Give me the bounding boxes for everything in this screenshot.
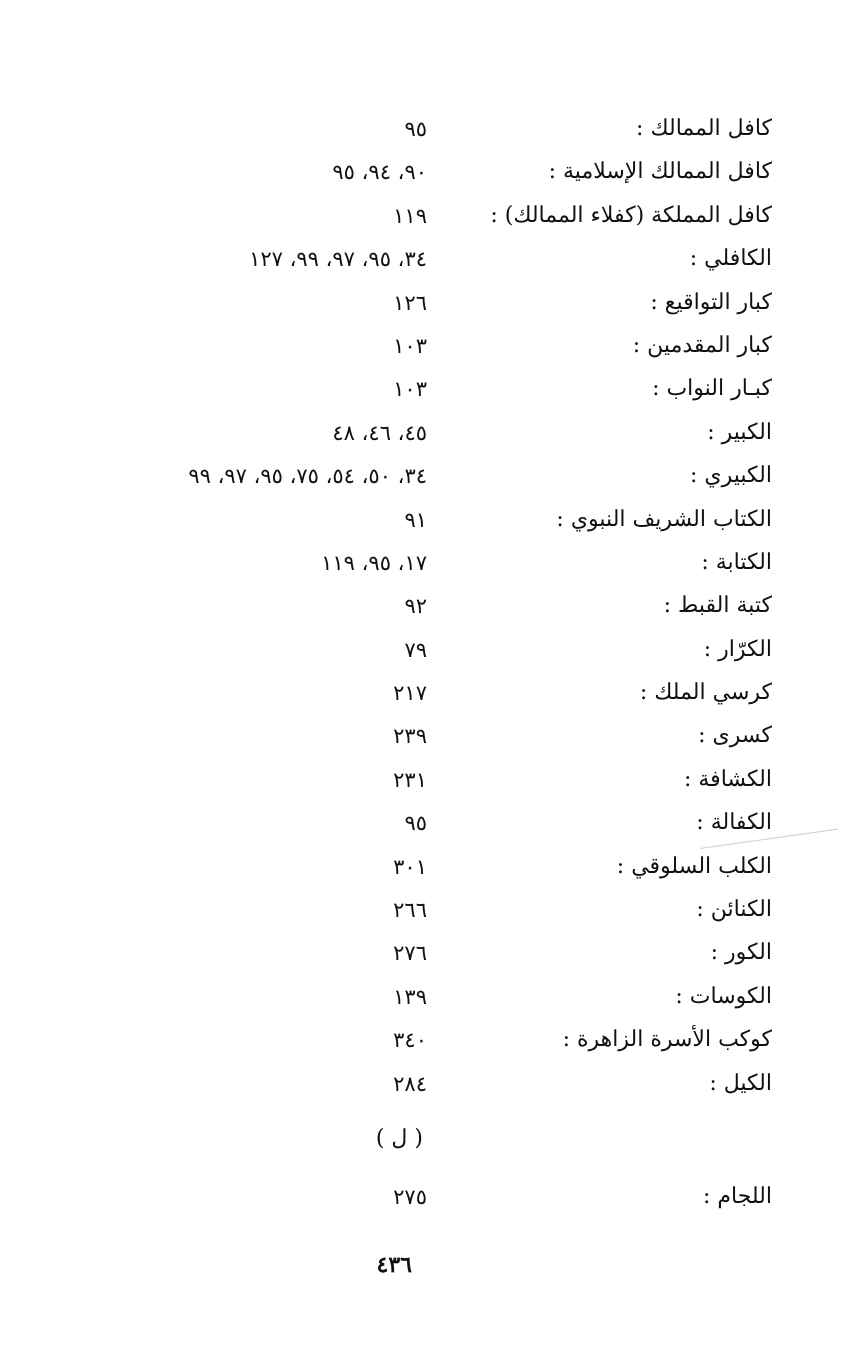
index-term: الكنائن :	[696, 897, 772, 923]
index-pages: ٧٩	[404, 637, 427, 662]
index-term: الكافلي :	[689, 246, 772, 272]
index-entry	[0, 715, 849, 758]
index-pages: ١٧، ٩٥، ١١٩	[321, 550, 427, 575]
index-term: كسرى :	[698, 723, 772, 749]
index-pages: ٢١٧	[393, 681, 427, 706]
index-entry	[0, 759, 849, 802]
index-entry	[0, 1063, 849, 1106]
index-entry	[0, 195, 849, 238]
index-entry	[0, 238, 849, 281]
index-entry	[0, 455, 849, 498]
index-pages: ١٢٦	[393, 290, 427, 315]
index-pages: ٩٢	[404, 594, 427, 619]
index-entry	[0, 1176, 849, 1220]
index-term: كافل الممالك :	[636, 116, 772, 141]
index-pages: ٢٧٦	[393, 941, 427, 966]
index-pages: ٢٧٥	[393, 1185, 427, 1209]
index-pages: ٤٥، ٤٦، ٤٨	[332, 420, 427, 445]
index-pages: ٢٣١	[393, 767, 427, 792]
index-term: الكتابة :	[701, 549, 772, 575]
index-term: الكيل :	[709, 1070, 772, 1096]
index-entry	[0, 802, 849, 845]
index-entry	[0, 368, 849, 411]
page-number: ٤٣٦	[376, 1252, 412, 1278]
index-term: الكور :	[710, 940, 772, 966]
section-letter-heading: ( ل )	[375, 1126, 423, 1151]
index-pages: ٣٠١	[393, 854, 427, 879]
index-term: الكفالة :	[696, 810, 772, 836]
index-term: الكبيري :	[689, 463, 772, 489]
index-entry	[0, 1019, 849, 1062]
index-term: الكلب السلوقي :	[616, 853, 772, 879]
index-entry	[0, 542, 849, 585]
index-entry	[0, 108, 849, 151]
index-entry	[0, 976, 849, 1019]
index-term: كتبة القبط :	[663, 593, 772, 619]
index-entry	[0, 889, 849, 932]
index-term: الكتاب الشريف النبوي :	[556, 506, 772, 532]
index-entry	[0, 585, 849, 628]
index-pages: ٣٤، ٥٠، ٥٤، ٧٥، ٩٥، ٩٧، ٩٩	[188, 464, 427, 489]
index-pages: ٩٠، ٩٤، ٩٥	[332, 160, 427, 185]
index-entry	[0, 672, 849, 715]
index-term: كبـار النواب :	[652, 376, 772, 402]
index-pages: ٩٥	[404, 811, 427, 836]
index-entry	[0, 282, 849, 325]
index-entry	[0, 846, 849, 889]
index-pages: ١١٩	[393, 203, 427, 228]
index-pages: ٩١	[404, 507, 427, 532]
index-entry-list	[0, 108, 849, 1106]
index-term: كبار التواقيع :	[650, 289, 772, 315]
index-entry	[0, 151, 849, 194]
index-pages: ١٠٣	[393, 333, 427, 358]
index-pages: ٢٦٦	[393, 898, 427, 923]
index-entry	[0, 499, 849, 542]
index-term: اللجام :	[702, 1184, 772, 1209]
index-term: الكبير :	[707, 419, 772, 445]
index-entry	[0, 629, 849, 672]
index-pages: ٣٤٠	[393, 1028, 427, 1053]
index-entry	[0, 325, 849, 368]
index-pages: ٢٨٤	[393, 1071, 427, 1096]
index-term: كافل الممالك الإسلامية :	[548, 159, 772, 185]
index-term: كرسي الملك :	[639, 680, 772, 706]
index-pages: ٣٤، ٩٥، ٩٧، ٩٩، ١٢٧	[249, 247, 427, 272]
index-pages: ١٠٣	[393, 377, 427, 402]
index-term: الكشافة :	[683, 766, 772, 792]
index-pages: ٩٥	[404, 117, 427, 141]
index-pages: ١٣٩	[393, 984, 427, 1009]
index-term: الكرّار :	[703, 636, 772, 662]
index-term: كبار المقدمين :	[632, 332, 772, 358]
index-term: كوكب الأسرة الزاهرة :	[562, 1027, 772, 1053]
index-term: الكوسات :	[675, 983, 772, 1009]
index-pages: ٢٣٩	[393, 724, 427, 749]
index-entry	[0, 412, 849, 455]
index-term: كافل المملكة (كفلاء الممالك) :	[490, 202, 772, 228]
index-entry	[0, 932, 849, 975]
